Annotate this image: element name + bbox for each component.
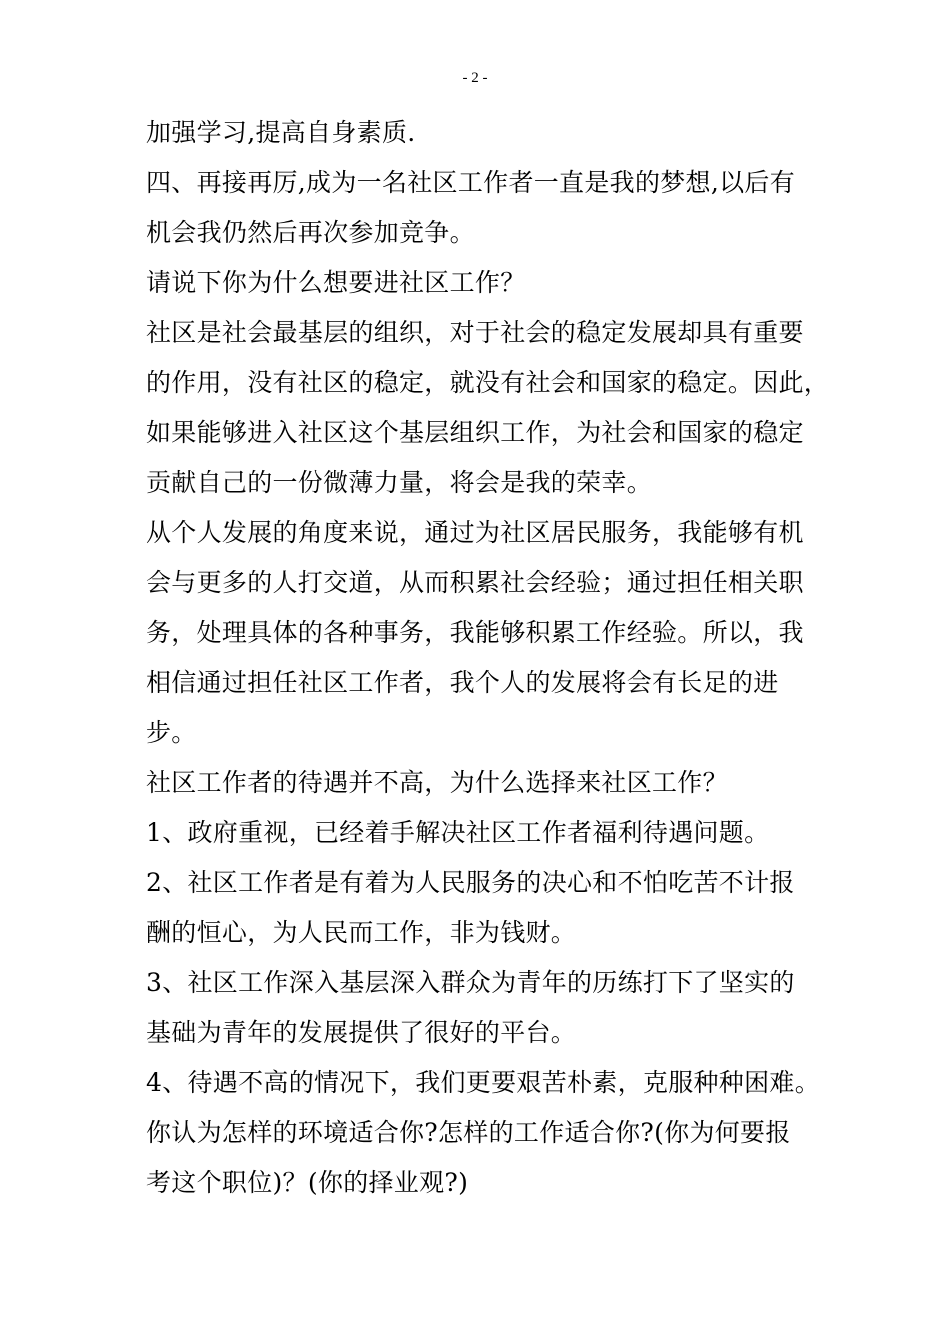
text-line: 如果能够进入社区这个基层组织工作，为社会和国家的稳定 bbox=[146, 418, 804, 447]
list-item: 1、政府重视，已经着手解决社区工作者福利待遇问题。 bbox=[146, 818, 770, 847]
text-line: 四、再接再厉,成为一名社区工作者一直是我的梦想,以后有 bbox=[146, 168, 795, 197]
list-item: 2、社区工作者是有着为人民服务的决心和不怕吃苦不计报 bbox=[146, 868, 795, 897]
question-line: 请说下你为什么想要进社区工作？ bbox=[146, 268, 526, 297]
text-line: 机会我仍然后再次参加竞争。 bbox=[146, 218, 475, 247]
list-item: 3、社区工作深入基层深入群众为青年的历练打下了坚实的 bbox=[146, 968, 795, 997]
text-line: 加强学习,提高自身素质. bbox=[146, 118, 416, 147]
question-line: 社区工作者的待遇并不高，为什么选择来社区工作？ bbox=[146, 768, 728, 797]
text-line: 从个人发展的角度来说，通过为社区居民服务，我能够有机 bbox=[146, 518, 804, 547]
text-line: 酬的恒心，为人民而工作，非为钱财。 bbox=[146, 918, 577, 947]
question-line: 你认为怎样的环境适合你?怎样的工作适合你?(你为何要报 bbox=[146, 1118, 791, 1147]
text-line: 贡献自己的一份微薄力量，将会是我的荣幸。 bbox=[146, 468, 653, 497]
list-item: 4、待遇不高的情况下，我们更要艰苦朴素，克服种种困难。 bbox=[146, 1068, 821, 1097]
text-line: 务，处理具体的各种事务，我能够积累工作经验。所以，我 bbox=[146, 618, 804, 647]
text-line: 基础为青年的发展提供了很好的平台。 bbox=[146, 1018, 577, 1047]
text-line: 会与更多的人打交道，从而积累社会经验；通过担任相关职 bbox=[146, 568, 804, 597]
text-line: 的作用，没有社区的稳定，就没有社会和国家的稳定。因此， bbox=[146, 368, 830, 397]
text-line: 社区是社会最基层的组织，对于社会的稳定发展却具有重要 bbox=[146, 318, 804, 347]
text-line: 相信通过担任社区工作者，我个人的发展将会有长足的进 bbox=[146, 668, 779, 697]
document-body bbox=[146, 108, 830, 1208]
text-line: 考这个职位)？(你的择业观?) bbox=[146, 1168, 469, 1197]
text-line: 步。 bbox=[146, 718, 197, 747]
page-number: - 2 - bbox=[462, 70, 488, 86]
